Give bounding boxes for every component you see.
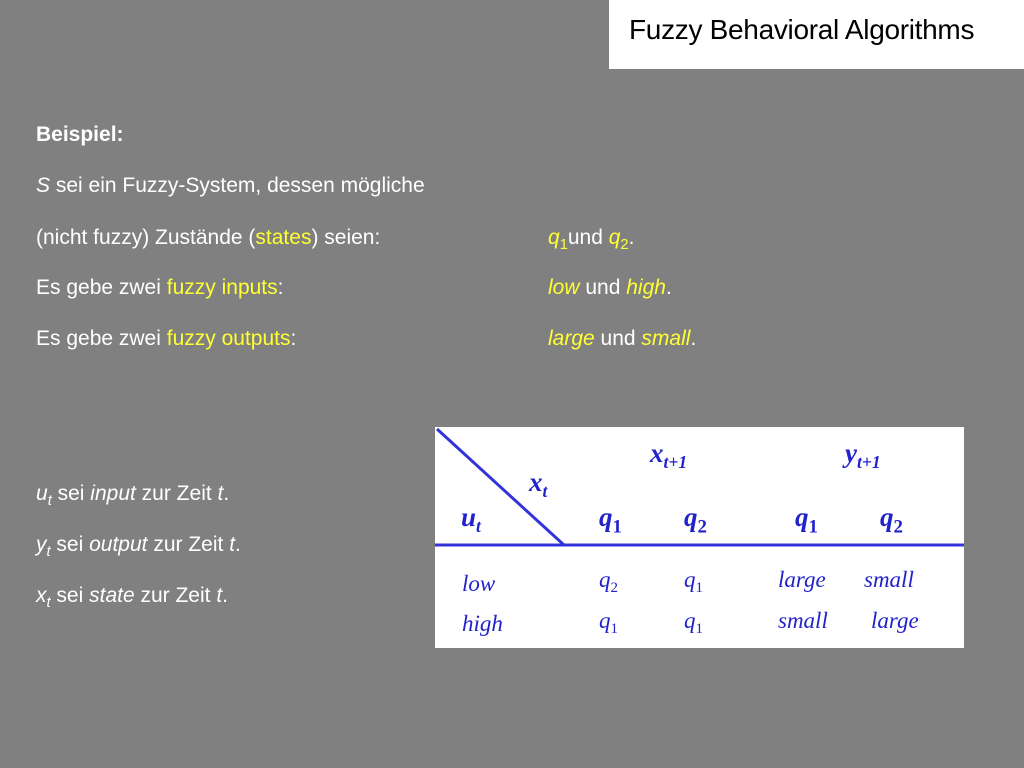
definition-output: $y_t$ sei output zur Zeit t. [36, 533, 241, 561]
fuzzy-inputs-term: fuzzy inputs [166, 276, 278, 299]
row-input-label: high [462, 611, 503, 636]
system-description-line: S sei ein Fuzzy-System, dessen mögliche [36, 174, 425, 197]
column-header: $q_2$ [684, 502, 707, 538]
outputs-values: large und small. [548, 327, 697, 350]
table-cell: small [864, 567, 914, 592]
example-heading: Beispiel: [36, 123, 124, 146]
table-cell: large [871, 608, 919, 633]
column-header: $q_2$ [880, 502, 903, 538]
title-box [609, 0, 1024, 69]
corner-input-label: $u_t$ [461, 502, 481, 537]
outputs-line: Es gebe zwei fuzzy outputs: [36, 327, 297, 350]
column-header: $q_1$ [795, 502, 818, 538]
table-cell: $q_1$ [599, 608, 618, 638]
corner-state-label: $x_t$ [529, 467, 548, 502]
states-line: (nicht fuzzy) Zustände (states) seien: [36, 226, 381, 249]
states-term: states [255, 226, 312, 249]
table-cell: $q_1$ [684, 608, 703, 638]
states-values: $q_1und$ $q_2$. [548, 226, 635, 254]
table-cell: $q_2$ [599, 567, 618, 597]
next-output-group-header: $y_{t+1}$ [845, 438, 881, 473]
definition-input: $u_t$ sei input zur Zeit t. [36, 482, 230, 510]
fuzzy-outputs-term: fuzzy outputs [166, 327, 291, 350]
slide-title: Fuzzy Behavioral Algorithms [629, 14, 975, 45]
inputs-values: low und high. [548, 276, 672, 299]
definition-state: $x_t$ sei state zur Zeit t. [36, 584, 229, 612]
table-cell: small [778, 608, 828, 633]
row-input-label: low [462, 571, 496, 596]
table-cell: large [778, 567, 826, 592]
transition-table [435, 427, 964, 648]
column-header: $q_1$ [599, 502, 622, 538]
inputs-line: Es gebe zwei fuzzy inputs: [36, 276, 284, 299]
next-state-group-header: $x_{t+1}$ [650, 438, 688, 473]
table-cell: $q_1$ [684, 567, 703, 597]
